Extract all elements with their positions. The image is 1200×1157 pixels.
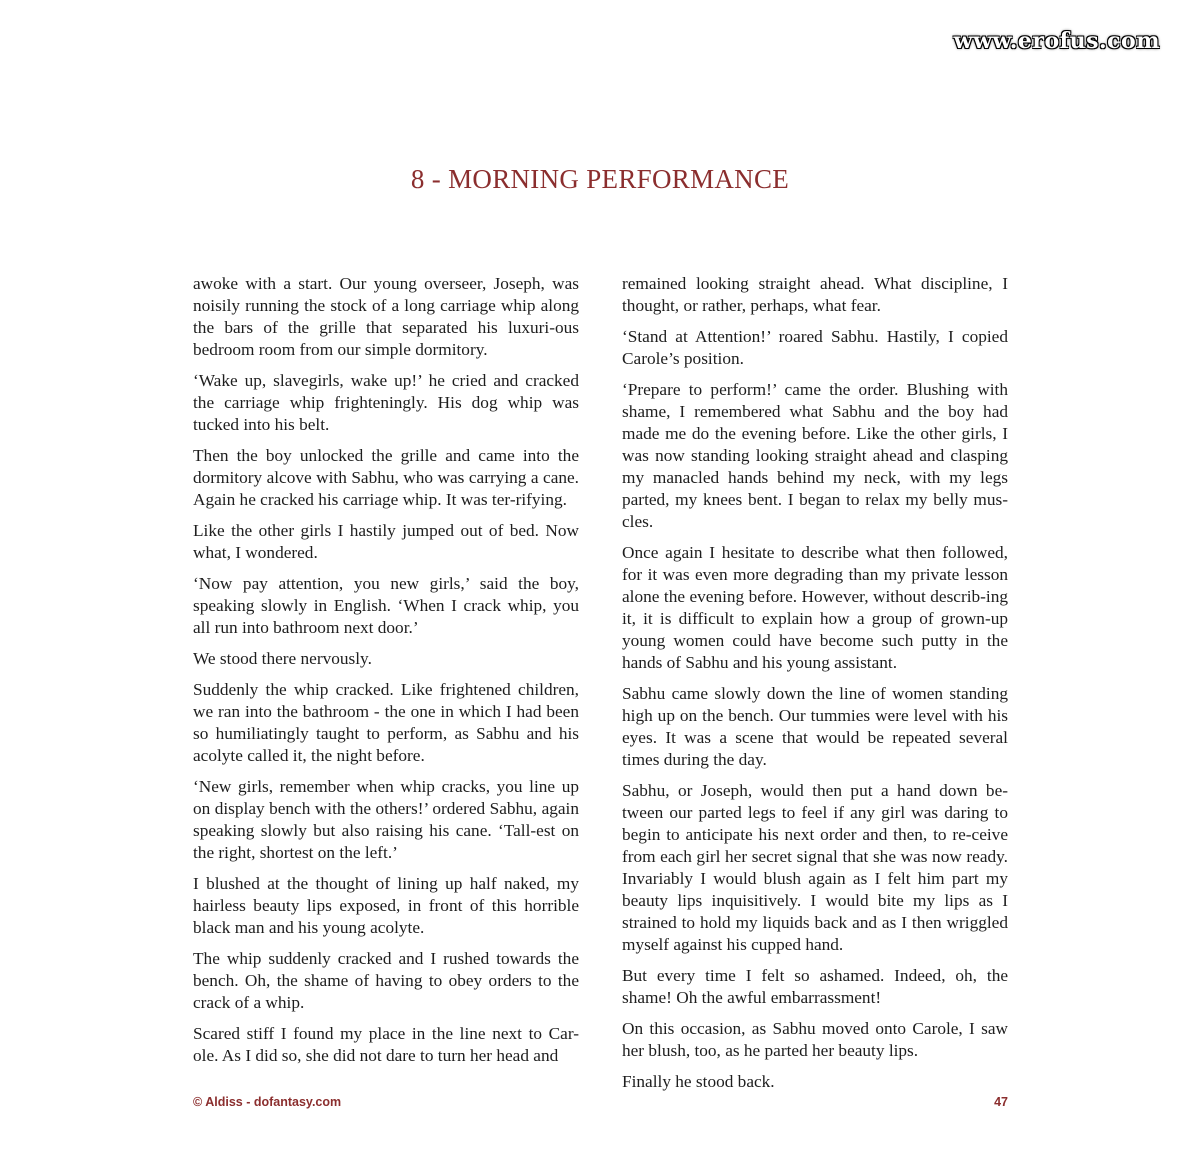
paragraph: remained looking straight ahead. What discipline, I thought, or rather, perhaps, what fear. (622, 274, 1008, 315)
paragraph: Sabhu came slowly down the line of women standing high up on the bench. Our tummies were level with his eyes. It was a scene that would be repeated several times during the day. (622, 684, 1008, 769)
paragraph: awoke with a start. Our young overseer, Joseph, was noisily running the stock of a long carriage whip along the bars of the grille that separated his luxuri-ous bedroom room from our simple dormitory. (193, 274, 579, 359)
paragraph: ‘New girls, remember when whip cracks, you line up on display bench with the others!’ ordered Sabhu, again speaking slowly but also raising his cane. ‘Tall-est on the right, shortest on the left.’ (193, 777, 579, 862)
watermark-text: www.erofus.com (953, 28, 1160, 54)
paragraph: ‘Wake up, slavegirls, wake up!’ he cried and cracked the carriage whip frighteningly. His dog whip was tucked into his belt. (193, 371, 579, 434)
paragraph: Once again I hesitate to describe what then followed, for it was even more degrading than my private lesson alone the evening before. However, without describ-ing it, it is difficult to explain how a group of grown-up young women could have become such putty in the hands of Sabhu and his young assistant. (622, 543, 1008, 672)
chapter-title: 8 - MORNING PERFORMANCE (410, 164, 790, 194)
paragraph: ‘Stand at Attention!’ roared Sabhu. Hastily, I copied Carole’s position. (622, 327, 1008, 368)
paragraph: Sabhu, or Joseph, would then put a hand down be-tween our parted legs to feel if any girl was daring to begin to anticipate his next order and then, to re-ceive from each girl her secret signal that she was now ready. Invariably I would blush again as I felt him part my beauty lips inquisitively. I would bite my lips as I strained to hold my liquids back and as I then wriggled myself against his cupped hand. (622, 781, 1008, 954)
paragraph: Finally he stood back. (622, 1072, 775, 1091)
paragraph: Scared stiff I found my place in the line next to Car-ole. As I did so, she did not dare to turn her head and (193, 1024, 579, 1065)
page-number: 47 (994, 1095, 1008, 1109)
paragraph: On this occasion, as Sabhu moved onto Carole, I saw her blush, too, as he parted her beauty lips. (622, 1019, 1008, 1060)
paragraph: I blushed at the thought of lining up half naked, my hairless beauty lips exposed, in front of this horrible black man and his young acolyte. (193, 874, 579, 937)
left-text-column (193, 273, 579, 1076)
paragraph: Then the boy unlocked the grille and came into the dormitory alcove with Sabhu, who was carrying a cane. Again he cracked his carriage whip. It was ter-rifying. (193, 446, 579, 509)
paragraph: ‘Now pay attention, you new girls,’ said the boy, speaking slowly in English. ‘When I crack whip, you all run into bathroom next door.’ (193, 574, 579, 637)
paragraph: But every time I felt so ashamed. Indeed, oh, the shame! Oh the awful embarrassment! (622, 966, 1008, 1007)
right-text-column (622, 273, 1008, 1102)
paragraph: The whip suddenly cracked and I rushed towards the bench. Oh, the shame of having to obey orders to the crack of a whip. (193, 949, 579, 1012)
paragraph: Like the other girls I hastily jumped out of bed. Now what, I wondered. (193, 521, 579, 562)
paragraph: ‘Prepare to perform!’ came the order. Blushing with shame, I remembered what Sabhu and the boy had made me do the evening before. Like the other girls, I was now standing looking straight ahead and clasping my manacled hands behind my neck, with my legs parted, my knees bent. I began to relax my belly mus-cles. (622, 380, 1008, 531)
paragraph: Suddenly the whip cracked. Like frightened children, we ran into the bathroom - the one in which I had been so humiliatingly taught to perform, as Sabhu and his acolyte called it, the night before. (193, 680, 579, 765)
footer-copyright: © Aldiss - dofantasy.com (193, 1095, 342, 1109)
paragraph: We stood there nervously. (193, 649, 372, 668)
